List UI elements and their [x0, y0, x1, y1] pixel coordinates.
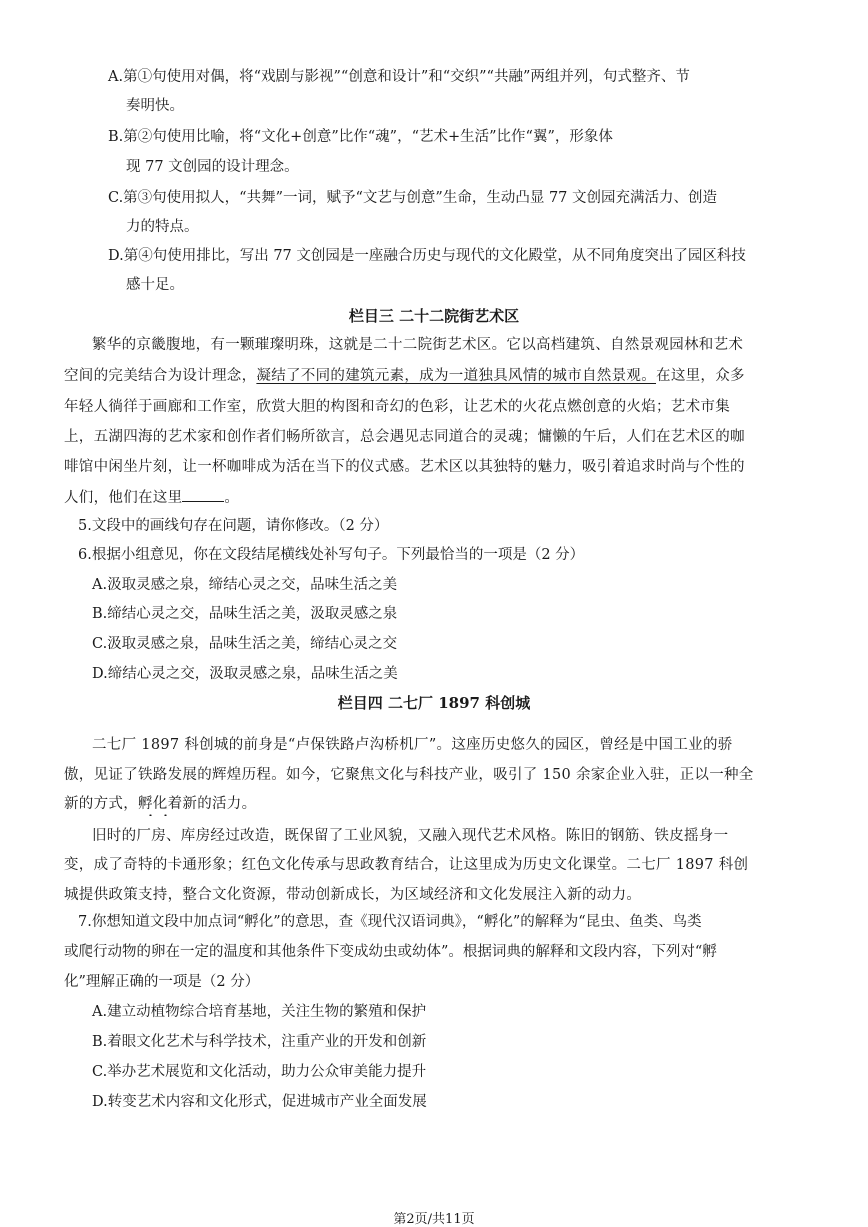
section3-paragraph-line5: 啡馆中闲坐片刻，让一杯咖啡成为活在当下的仪式感。艺术区以其独特的魅力，吸引着追求时尚与个性的: [64, 459, 745, 475]
q6-option-a: A.汲取灵感之泉，缔结心灵之交，品味生活之美: [92, 577, 398, 593]
section4-p2-line2: 变，成了奇特的卡通形象；红色文化传承与思政教育结合，让这里成为历史文化课堂。二七厂 1897 科创: [64, 857, 749, 873]
page-number-footer: 第2页/共11页: [393, 1212, 475, 1227]
q4-option-a-line2: 奏明快。: [126, 98, 184, 114]
section3-text-after-blank: 。: [224, 490, 240, 506]
section3-paragraph-line2: [64, 366, 745, 386]
question-5: 5.文段中的画线句存在问题，请你修改。（2 分）: [78, 518, 389, 534]
q4-option-b-line1: B.第②句使用比喻，将“文化+创意”比作“魂”，“艺术+生活”比作“翼”，形象体: [108, 129, 613, 145]
q7-option-b: B.着眼文化艺术与科学技术，注重产业的开发和创新: [92, 1034, 427, 1050]
question-7-line3: 化”理解正确的一项是（2 分）: [64, 974, 260, 990]
q7-option-c: C.举办艺术展览和文化活动，助力公众审美能力提升: [92, 1064, 427, 1080]
q6-option-b: B.缔结心灵之交，品味生活之美，汲取灵感之泉: [92, 606, 398, 622]
section4-p2-line1: 旧时的厂房、库房经过改造，既保留了工业风貌，又融入现代艺术风格。陈旧的钢筋、铁皮摇身一: [92, 828, 729, 844]
q7-option-d: D.转变艺术内容和文化形式，促进城市产业全面发展: [92, 1094, 427, 1110]
q4-option-d-line1: D.第④句使用排比，写出 77 文创园是一座融合历史与现代的文化殿堂，从不同角度突出了园区科技: [108, 248, 746, 264]
section4-text-before-dotted: 新的方式，: [64, 796, 138, 812]
q4-option-d-line2: 感十足。: [126, 277, 184, 293]
section3-heading: 栏目三 二十二院街艺术区: [348, 307, 520, 325]
fill-in-blank: [182, 487, 224, 502]
section4-p1-line3: [64, 794, 256, 814]
section3-paragraph-line6: [64, 487, 239, 508]
q6-option-d: D.缔结心灵之交，汲取灵感之泉，品味生活之美: [92, 666, 398, 682]
section3-text-after-underline: 在这里，众多: [656, 368, 745, 384]
question-7-line1: 7.你想知道文段中加点词“孵化”的意思，查《现代汉语词典》，“孵化”的解释为“昆虫、鱼类、鸟类: [78, 914, 702, 930]
q4-option-a-line1: A.第①句使用对偶，将“戏剧与影视”“创意和设计”和“交织”“共融”两组并列，句式整齐、节: [108, 69, 690, 85]
section4-heading: 栏目四 二七厂 1897 科创城: [337, 694, 531, 712]
section4-p1-line2: 傲，见证了铁路发展的辉煌历程。如今，它聚焦文化与科技产业，吸引了 150 余家企业入驻，正以一种全: [64, 767, 754, 783]
q6-option-c: C.汲取灵感之泉，品味生活之美，缔结心灵之交: [92, 636, 398, 652]
section3-paragraph-line3: 年轻人徜徉于画廊和工作室，欣赏大胆的构图和奇幻的色彩，让艺术的火花点燃创意的火焰；艺术市集: [64, 399, 730, 415]
section3-text-before-blank: 人们，他们在这里: [64, 490, 183, 506]
section4-p1-line1: 二七厂 1897 科创城的前身是“卢保铁路卢沟桥机厂”。这座历史悠久的园区，曾经是中国工业的骄: [92, 737, 733, 753]
q7-option-a: A.建立动植物综合培育基地，关注生物的繁殖和保护: [92, 1004, 427, 1020]
q4-option-c-line2: 力的特点。: [126, 219, 199, 235]
section4-text-after-dotted: 着新的活力。: [167, 796, 257, 812]
question-6: 6.根据小组意见，你在文段结尾横线处补写句子。下列最恰当的一项是（2 分）: [78, 547, 585, 563]
question-7-line2: 或爬行动物的卵在一定的温度和其他条件下变成幼虫或幼体”。根据词典的解释和文段内容，下列对“孵: [64, 944, 717, 960]
section4-p2-line3: 城提供政策支持，整合文化资源，带动创新成长，为区域经济和文化发展注入新的动力。: [64, 887, 642, 903]
q4-option-c-line1: C.第③句使用拟人，“共舞”一词，赋予“文艺与创意”生命，生动凸显 77 文创园充满活力、创造: [108, 190, 718, 206]
section3-text-before-underline: 空间的完美结合为设计理念，: [64, 368, 257, 384]
q4-option-b-line2: 现 77 文创园的设计理念。: [126, 159, 299, 175]
section3-paragraph-line4: 上，五湖四海的艺术家和创作者们畅所欲言，总会遇见志同道合的灵魂；慵懒的午后，人们在艺术区的咖: [64, 429, 745, 445]
section3-paragraph-line1: 繁华的京畿腹地，有一颗璀璨明珠，这就是二十二院街艺术区。它以高档建筑、自然景观园林和艺术: [92, 337, 744, 353]
emphasized-word-fuhua: 孵化: [138, 796, 168, 812]
underlined-sentence: 凝结了不同的建筑元素，成为一道独具风情的城市自然景观。: [256, 368, 657, 384]
